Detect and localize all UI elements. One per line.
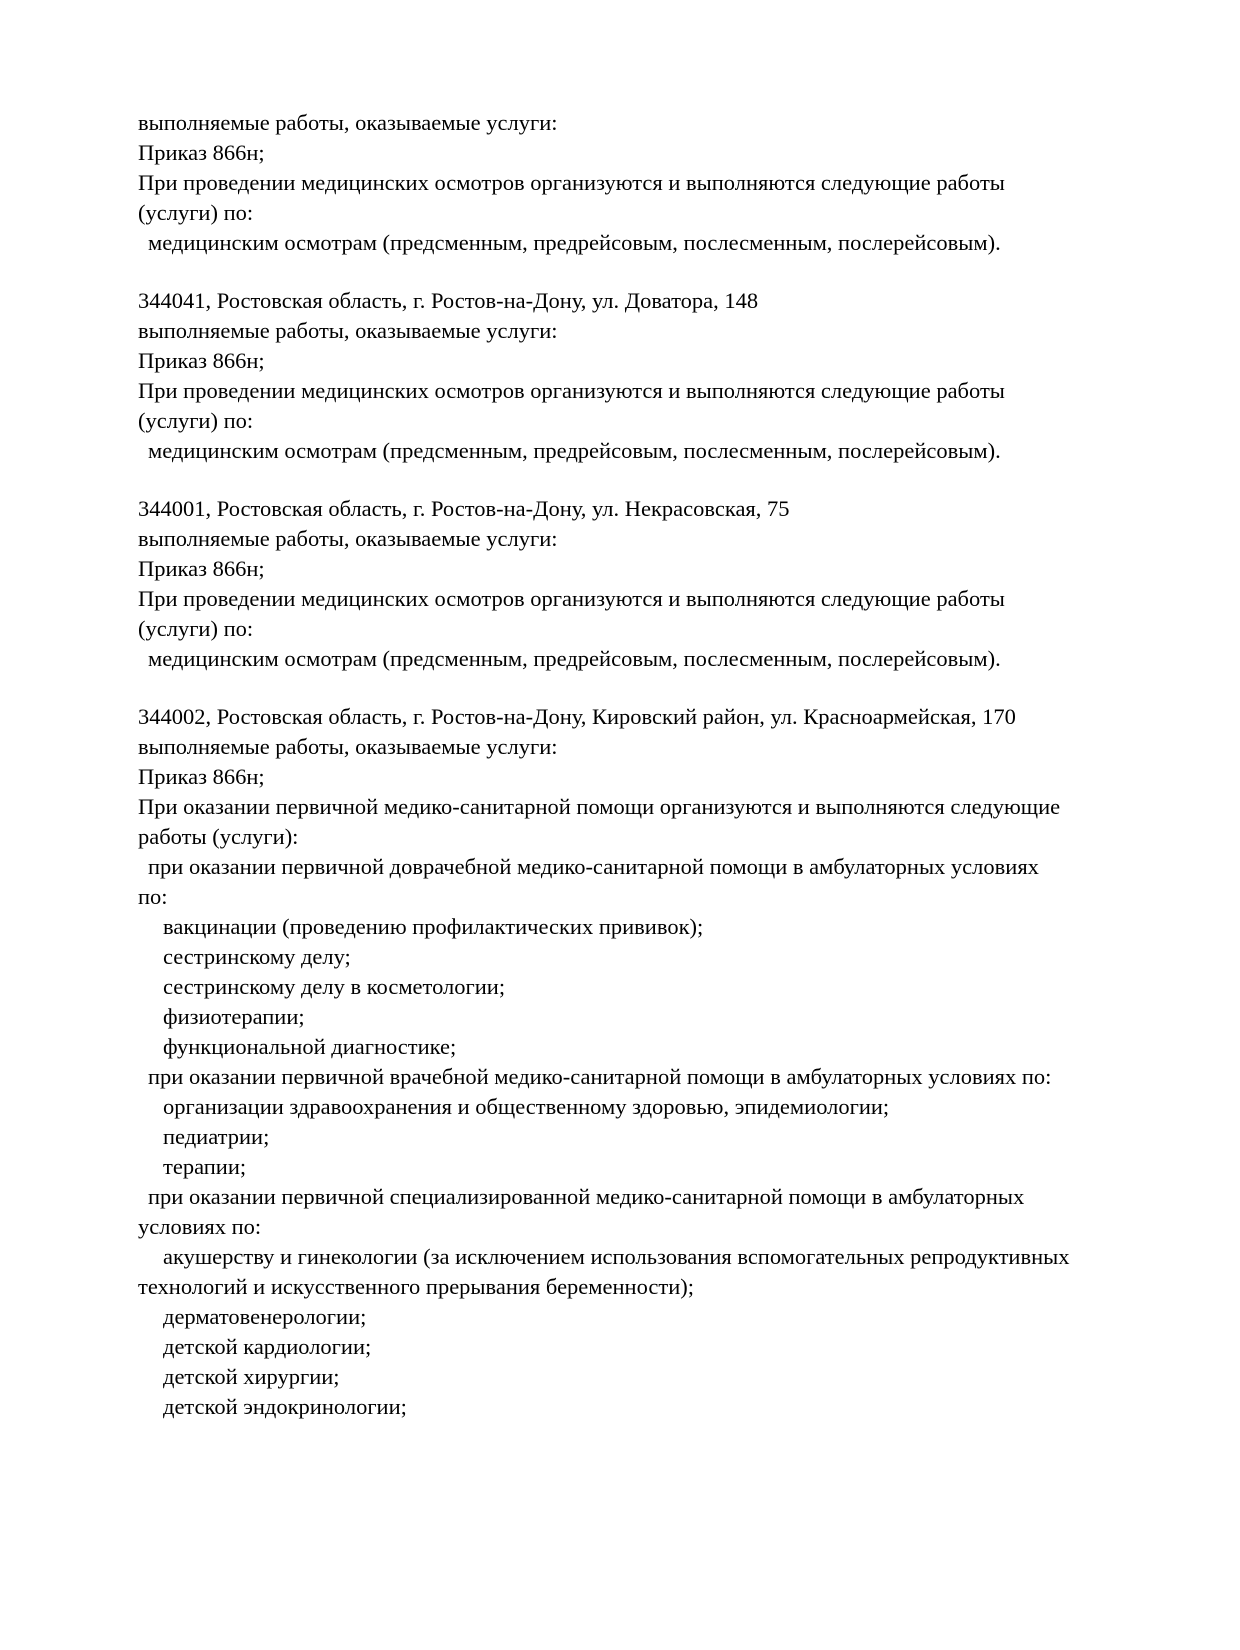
service-list-item: дерматовенерологии; <box>163 1304 367 1329</box>
service-list-item: медицинским осмотрам (предсменным, предрейсовым, послесменным, послерейсовым). <box>148 646 1001 671</box>
body-text-line: при оказании первичной врачебной медико-санитарной помощи в амбулаторных условиях по: <box>148 1064 1052 1089</box>
service-list-item: физиотерапии; <box>163 1004 305 1029</box>
body-text-line: При проведении медицинских осмотров организуются и выполняются следующие работы <box>138 378 1005 403</box>
order-reference-line: Приказ 866н; <box>138 140 265 165</box>
body-text-line: работы (услуги): <box>138 824 299 849</box>
works-services-label: выполняемые работы, оказываемые услуги: <box>138 318 558 343</box>
service-list-item: медицинским осмотрам (предсменным, предрейсовым, послесменным, послерейсовым). <box>148 230 1001 255</box>
facility-block-344002 <box>138 702 1180 1422</box>
works-services-label: выполняемые работы, оказываемые услуги: <box>138 110 558 135</box>
license-works-content <box>138 108 1180 1422</box>
service-list-item: медицинским осмотрам (предсменным, предрейсовым, послесменным, послерейсовым). <box>148 438 1001 463</box>
body-text-line: при оказании первичной специализированной медико-санитарной помощи в амбулаторных <box>148 1184 1025 1209</box>
body-text-line: (услуги) по: <box>138 200 254 225</box>
service-list-item: терапии; <box>163 1154 247 1179</box>
body-text-line: При проведении медицинских осмотров организуются и выполняются следующие работы <box>138 586 1005 611</box>
service-list-item: детской эндокринологии; <box>163 1394 407 1419</box>
service-list-item: сестринскому делу; <box>163 944 351 969</box>
address-line: 344002, Ростовская область, г. Ростов-на-Дону, Кировский район, ул. Красноармейская, 170 <box>138 704 1016 729</box>
body-text-line: При проведении медицинских осмотров организуются и выполняются следующие работы <box>138 170 1005 195</box>
service-list-item: функциональной диагностике; <box>163 1034 457 1059</box>
facility-block-344001 <box>138 494 1180 674</box>
facility-block-344041 <box>138 286 1180 466</box>
body-text-line: при оказании первичной доврачебной медико-санитарной помощи в амбулаторных условиях <box>148 854 1039 879</box>
address-line: 344001, Ростовская область, г. Ростов-на-Дону, ул. Некрасовская, 75 <box>138 496 790 521</box>
service-list-item: детской кардиологии; <box>163 1334 372 1359</box>
order-reference-line: Приказ 866н; <box>138 556 265 581</box>
service-list-item: сестринскому делу в косметологии; <box>163 974 506 999</box>
works-block-continuation <box>138 108 1180 258</box>
order-reference-line: Приказ 866н; <box>138 348 265 373</box>
service-list-item: акушерству и гинекологии (за исключением использования вспомогательных репродуктивных <box>163 1244 1070 1269</box>
service-list-item: вакцинации (проведению профилактических прививок); <box>163 914 704 939</box>
body-text-line: технологий и искусственного прерывания беременности); <box>138 1274 695 1299</box>
body-text-line: по: <box>138 884 168 909</box>
works-services-label: выполняемые работы, оказываемые услуги: <box>138 734 558 759</box>
address-line: 344041, Ростовская область, г. Ростов-на-Дону, ул. Доватора, 148 <box>138 288 759 313</box>
service-list-item: педиатрии; <box>163 1124 270 1149</box>
body-text-line: При оказании первичной медико-санитарной помощи организуются и выполняются следующие <box>138 794 1061 819</box>
body-text-line: условиях по: <box>138 1214 262 1239</box>
body-text-line: (услуги) по: <box>138 408 254 433</box>
service-list-item: детской хирургии; <box>163 1364 340 1389</box>
order-reference-line: Приказ 866н; <box>138 764 265 789</box>
works-services-label: выполняемые работы, оказываемые услуги: <box>138 526 558 551</box>
service-list-item: организации здравоохранения и общественному здоровью, эпидемиологии; <box>163 1094 890 1119</box>
body-text-line: (услуги) по: <box>138 616 254 641</box>
